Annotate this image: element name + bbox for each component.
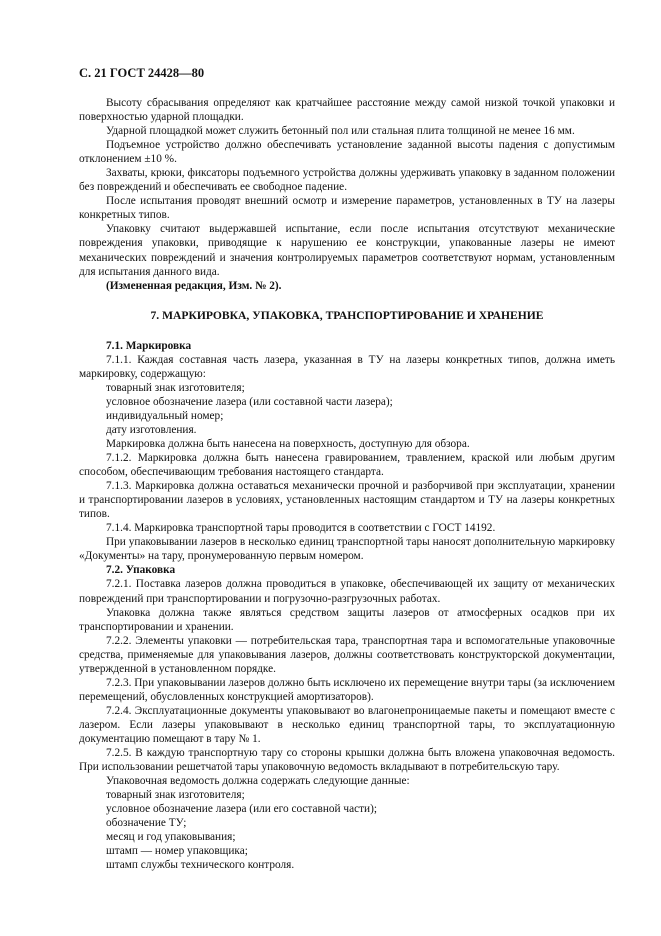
paragraph-grips: Захваты, крюки, фиксаторы подъемного устройства должны удерживать упаковку в заданном положении без повреждений и обеспечивать ее свободное падение.	[79, 167, 615, 194]
clause-7-1-3: 7.1.3. Маркировка должна оставаться механически прочной и разборчивой при эксплуатации, хранении и транспортировании лазеров в условиях, установленных настоящим стандартом и ТУ на лазеры конкретных типов.	[79, 480, 615, 521]
clause-7-1-4-note: При упаковывании лазеров в несколько единиц транспортной тары наносят дополнительную маркировку «Документы» на тару, пронумерованную первым номером.	[79, 536, 615, 563]
list-item: товарный знак изготовителя;	[106, 381, 245, 394]
amendment-note: (Измененная редакция, Изм. № 2).	[106, 279, 282, 292]
clause-7-2-1: 7.2.1. Поставка лазеров должна проводиться в упаковке, обеспечивающей их защиту от механических повреждений при транспортировании и погрузочно-разгрузочных работах.	[79, 578, 615, 605]
list-item: товарный знак изготовителя;	[106, 789, 245, 802]
list-item: штамп службы технического контроля.	[106, 859, 295, 872]
paragraph-impact-platform: Ударной площадкой может служить бетонный пол или стальная плита толщиной не менее 16 мм.	[106, 125, 575, 138]
clause-7-2-5-note: Упаковочная ведомость должна содержать следующие данные:	[106, 775, 410, 788]
list-item: условное обозначение лазера (или его составной части);	[106, 803, 377, 816]
paragraph-drop-height: Высоту сбрасывания определяют как кратчайшее расстояние между самой низкой точкой упаковки и поверхностью ударной площадки.	[79, 97, 615, 124]
subsection-7-2-heading: 7.2. Упаковка	[106, 564, 176, 577]
subsection-7-1-heading: 7.1. Маркировка	[106, 339, 192, 352]
clause-7-2-2: 7.2.2. Элементы упаковки — потребительская тара, транспортная тара и вспомогательные упаковочные средства, применяемые для упаковывания лазеров, должны соответствовать конструкторской документации, утвержденной в установленном порядке.	[79, 634, 615, 675]
clause-7-1-2: 7.1.2. Маркировка должна быть нанесена гравированием, травлением, краской или любым другим способом, обеспечивающим требования настоящего стандарта.	[79, 452, 615, 479]
paragraph-after-test: После испытания проводят внешний осмотр и измерение параметров, установленных в ТУ на лазеры конкретных типов.	[79, 195, 615, 222]
list-item: индивидуальный номер;	[106, 409, 224, 422]
clause-7-2-1-note: Упаковка должна также являться средством защиты лазеров от атмосферных осадков при их транспортировании и хранении.	[79, 606, 615, 633]
list-item: обозначение ТУ;	[106, 817, 187, 830]
list-item: штамп — номер упаковщика;	[106, 845, 248, 858]
paragraph-lifting-device: Подъемное устройство должно обеспечивать установление заданной высоты падения с допустимым отклонением ±10 %.	[79, 139, 615, 166]
clause-7-2-5: 7.2.5. В каждую транспортную тару со стороны крышки должна быть вложена упаковочная ведомость. При использовании решетчатой тары упаковочную ведомость вкладывают в потребительскую тару.	[79, 747, 615, 774]
paragraph-test-passed: Упаковку считают выдержавшей испытание, если после испытания отсутствуют механические повреждения упаковки, приводящие к нарушению ее конструкции, упакованные лазеры не имеют механических повреждений и значения контролируемых параметров соответствуют нормам, установленным для испытания данного вида.	[79, 223, 615, 278]
list-item: дату изготовления.	[106, 423, 197, 436]
page-header: С. 21 ГОСТ 24428—80	[79, 66, 205, 80]
document-body	[79, 96, 615, 872]
clause-7-1-1: 7.1.1. Каждая составная часть лазера, указанная в ТУ на лазеры конкретных типов, должна иметь маркировку, содержащую:	[79, 353, 615, 380]
clause-7-1-4: 7.1.4. Маркировка транспортной тары проводится в соответствии с ГОСТ 14192.	[106, 522, 496, 535]
clause-7-1-1-note: Маркировка должна быть нанесена на поверхность, доступную для обзора.	[106, 437, 470, 450]
section-7-title: 7. МАРКИРОВКА, УПАКОВКА, ТРАНСПОРТИРОВАНИЕ И ХРАНЕНИЕ	[150, 308, 544, 322]
list-item: условное обозначение лазера (или составной части лазера);	[106, 395, 393, 408]
clause-7-2-4: 7.2.4. Эксплуатационные документы упаковывают во влагонепроницаемые пакеты и помещают вместе с лазером. Если лазеры упаковывают в несколько единиц транспортной тары, то эксплуатационную документацию помещают в тару № 1.	[79, 704, 615, 745]
list-item: месяц и год упаковывания;	[106, 831, 236, 844]
clause-7-2-3: 7.2.3. При упаковывании лазеров должно быть исключено их перемещение внутри тары (за исключением перемещений, обусловленных конструкцией амортизаторов).	[79, 676, 615, 703]
